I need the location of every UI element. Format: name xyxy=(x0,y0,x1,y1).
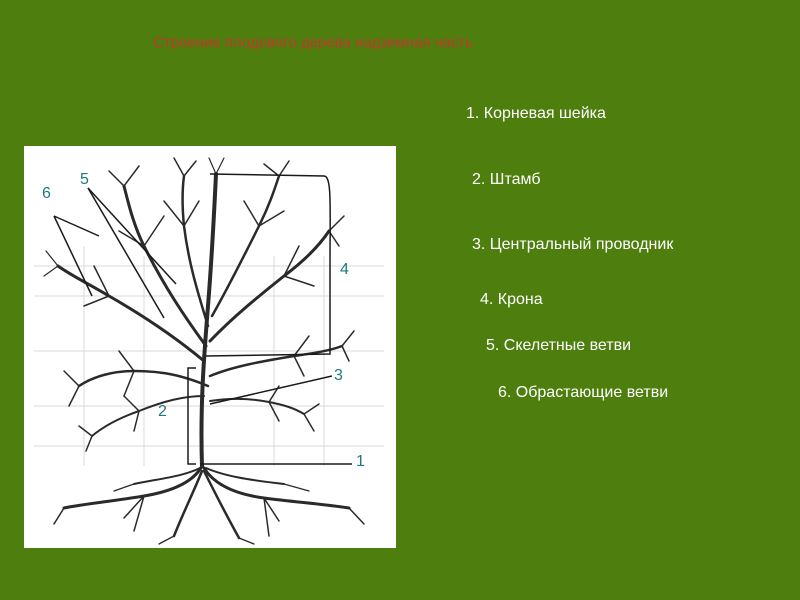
tree-branches xyxy=(44,158,354,466)
label-6: 6 xyxy=(42,185,51,202)
legend-item-central-leader: 3. Центральный проводник xyxy=(472,236,674,253)
tree-diagram xyxy=(24,146,396,548)
label-2: 2 xyxy=(158,403,167,420)
label-4: 4 xyxy=(340,261,349,278)
tree-illustration xyxy=(24,146,396,548)
label-1: 1 xyxy=(356,453,365,470)
label-3: 3 xyxy=(334,367,343,384)
legend-item-root-collar: 1. Корневая шейка xyxy=(466,105,606,122)
legend-item-overgrowing-branches: 6. Обрастающие ветви xyxy=(498,384,669,401)
page-title: Строение плодового дерева надземная часть xyxy=(153,34,473,51)
label-5: 5 xyxy=(80,171,89,188)
legend-item-crown: 4. Крона xyxy=(480,291,543,308)
tree-roots xyxy=(54,466,364,544)
legend-item-skeletal-branches: 5. Скелетные ветви xyxy=(486,337,632,354)
legend-item-trunk: 2. Штамб xyxy=(472,171,541,188)
